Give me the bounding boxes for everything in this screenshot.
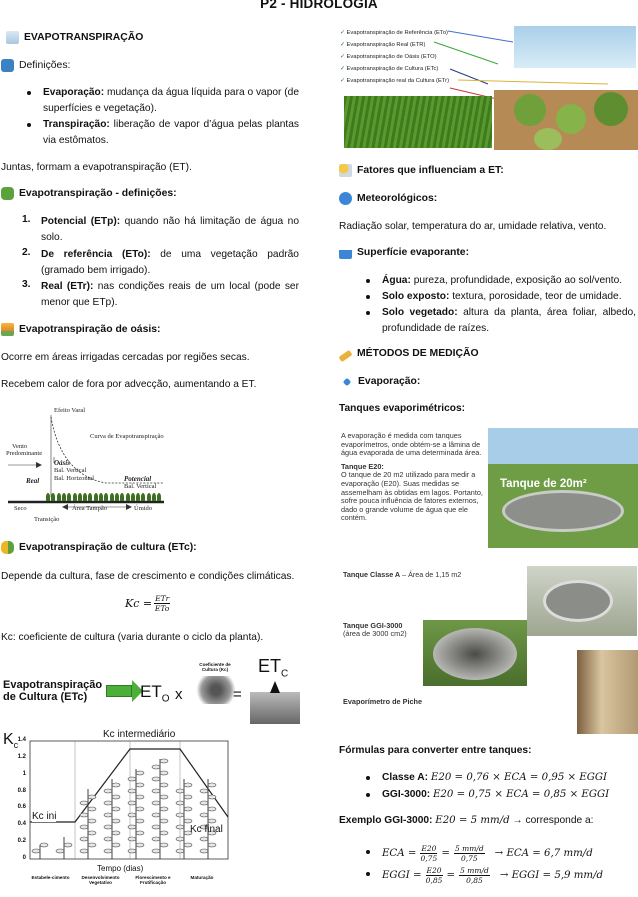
- plant-leaf: [88, 819, 96, 823]
- plant-leaf: [80, 801, 88, 805]
- plant-icon: [51, 493, 55, 501]
- kc-stage-label: Florescimento e Frutificação: [135, 875, 171, 886]
- plant-leaf: [88, 795, 96, 799]
- kc-plot-frame: [30, 741, 228, 859]
- oasis-diagram: [6, 405, 166, 527]
- wave-icon: [339, 246, 352, 259]
- surface-header: Superfície evaporante:: [339, 246, 469, 259]
- label-oasis: Oásis: [54, 459, 70, 467]
- tanks-label: Tanques evaporimétricos:: [339, 403, 466, 414]
- plant-leaf: [112, 843, 120, 847]
- plant-leaf: [128, 813, 136, 817]
- plant-leaf: [152, 789, 160, 793]
- plant-leaf: [104, 801, 112, 805]
- plant-leaf: [136, 819, 144, 823]
- kc-axis-label: $K_c$: [3, 731, 19, 751]
- plant-leaf: [200, 837, 208, 841]
- bullet-dot: [366, 793, 370, 797]
- kc-final-label: Kc final: [190, 824, 223, 835]
- plant-leaf: [200, 849, 208, 853]
- plant-icon: [78, 493, 82, 501]
- evaporation-header: Evaporação:: [341, 376, 420, 387]
- plant-leaf: [184, 807, 192, 811]
- plant-icon: [131, 493, 135, 501]
- ggi-label: Tanque GGI-3000 (área de 3000 cm2): [343, 621, 407, 638]
- pivot-circle: [514, 94, 546, 126]
- oasis-text-1: Ocorre em áreas irrigadas cercadas por regiões secas.: [1, 352, 250, 363]
- plant-icon: [157, 493, 161, 501]
- eto-symbol: $ET_O$: [140, 682, 170, 705]
- oasis-plant-row: [46, 491, 164, 501]
- plant-icon: [83, 493, 87, 501]
- oasis-text-2: Recebem calor de fora por advecção, aumentando a ET.: [1, 379, 257, 390]
- kc-y-tick-label: 0.8: [17, 787, 26, 794]
- plant-leaf: [176, 825, 184, 829]
- plant-icon: [147, 493, 151, 501]
- plant-leaf: [208, 843, 216, 847]
- tank-a-photo: [527, 566, 637, 636]
- plant-leaf: [184, 843, 192, 847]
- methods-header: MÉTODOS DE MEDIÇÃO: [339, 348, 479, 359]
- arrow-right-icon: [106, 685, 132, 697]
- plant-leaf: [112, 819, 120, 823]
- plant-icon: [57, 493, 61, 501]
- plant-leaf: [184, 795, 192, 799]
- plant-icon: [136, 493, 140, 501]
- plant-icon: [88, 493, 92, 501]
- plant-leaf: [80, 837, 88, 841]
- plant-icon: [99, 493, 103, 501]
- plant-leaf: [104, 789, 112, 793]
- plant-leaf: [88, 807, 96, 811]
- kc-stage-label: Desenvolvimento Vegetativo: [81, 875, 120, 886]
- times-symbol: x: [175, 686, 183, 703]
- plant-leaf: [160, 831, 168, 835]
- weather-icon: [339, 164, 352, 177]
- fraction: $\frac{5 mm/d}{0,75}$: [454, 844, 484, 863]
- plant-icon: [104, 493, 108, 501]
- defs-label: Definições:: [1, 59, 70, 72]
- num-1: 1.: [22, 214, 31, 225]
- plant-leaf: [208, 783, 216, 787]
- plant-leaf: [200, 813, 208, 817]
- etc-diagram: [0, 656, 304, 726]
- label-efeito-varal: Efeito Varal: [54, 407, 86, 414]
- plant-leaf: [128, 825, 136, 829]
- legend-item: ✓ Evapotranspiração de Referência (ETo): [340, 30, 448, 36]
- bullet-dot: [366, 776, 370, 780]
- plant-leaf: [112, 807, 120, 811]
- kc-y-ticks: [0, 727, 30, 897]
- diamond-icon: [343, 377, 351, 385]
- pivot-circle: [534, 128, 562, 150]
- fraction: $\frac{5 mm/d}{0,85}$: [460, 866, 489, 885]
- page-title: P2 - HIDROLOGIA: [260, 0, 378, 11]
- num-2: 2.: [22, 247, 31, 258]
- plant-leaf: [176, 849, 184, 853]
- formula-ggi: GGI-3000: E20 = 0,75 × ECA = 0,85 × EGGI: [366, 787, 638, 803]
- label-bal-vertical-2: Bal. Vertical: [124, 483, 157, 490]
- plant-icon: [126, 493, 130, 501]
- cycle-icon: [1, 59, 14, 72]
- etc-diagram-title: Evapotranspiração de Cultura (ETc): [3, 679, 103, 703]
- plant-leaf: [176, 789, 184, 793]
- label-vento: Vento: [12, 443, 28, 450]
- plant-leaf: [160, 807, 168, 811]
- plant-leaf: [128, 789, 136, 793]
- defs-header: Evapotranspiração - definições:: [1, 187, 177, 200]
- label-seco: Seco: [14, 505, 27, 512]
- plant-leaf: [56, 849, 64, 853]
- kc-y-tick-label: 1.2: [17, 753, 26, 760]
- plant-leaf: [104, 849, 112, 853]
- label-predominante: Predominante: [6, 450, 43, 457]
- label-curva: Curva de Evapotranspiração: [90, 433, 164, 440]
- plant-leaf: [128, 837, 136, 841]
- plant-leaf: [136, 807, 144, 811]
- kc-text: Kc: coeficiente de cultura (varia durante o ciclo da planta).: [1, 632, 264, 643]
- evap-header: EVAPOTRANSPIRAÇÃO: [6, 31, 143, 44]
- plant-icon: [67, 493, 71, 501]
- def-real: 3. Real (ETr): nas condições reais de um local (pode ser menor que ETp).: [22, 279, 299, 308]
- label-umido: Úmido: [134, 505, 153, 512]
- bullet-dot: [366, 850, 370, 854]
- plant-leaf: [160, 795, 168, 799]
- kc-y-tick-label: 1: [22, 770, 26, 777]
- etc-result-image: [250, 692, 300, 724]
- kc-stage-label: Maturação: [190, 875, 214, 880]
- bullet-dot: [366, 279, 370, 283]
- plant-leaf: [152, 849, 160, 853]
- kc-y-tick-label: 0.2: [17, 838, 26, 845]
- puzzle-icon: [1, 187, 14, 200]
- factors-header: Fatores que influenciam a ET:: [339, 164, 504, 177]
- piche-label: Evaporímetro de Piche: [343, 697, 423, 706]
- label-area-tampao: Área Tampão: [72, 505, 107, 512]
- plant-leaf: [184, 783, 192, 787]
- tanks-figure: [337, 564, 638, 734]
- pivot-circle: [556, 104, 586, 134]
- plant-leaf: [80, 813, 88, 817]
- kc-y-tick-label: 0.4: [17, 821, 26, 828]
- etc-symbol: $ET_C$: [258, 656, 289, 680]
- ggi-photo: [423, 620, 527, 686]
- label-bal-horizontal: Bal. Horizontal: [54, 475, 95, 482]
- tank-e20-shape: [502, 490, 624, 532]
- arrow-up-icon: [270, 681, 280, 693]
- kc-fraction: $\frac{\text{ETr}}{\text{ETo}}$: [154, 594, 170, 613]
- plant-leaf: [128, 801, 136, 805]
- result-eggi: EGGI = $\frac{E20}{0,85}$ = $\frac{5 mm/d}{0,85}$ → EGGI = 5,9 mm/d: [366, 866, 638, 885]
- plant-leaf: [112, 831, 120, 835]
- check-icon: ✓: [340, 30, 347, 36]
- sky-photo: [514, 26, 636, 68]
- tank-e20-figure: [337, 428, 638, 548]
- plant-leaf: [88, 831, 96, 835]
- kc-formula: Kc = $\frac{\text{ETr}}{\text{ETo}}$: [125, 594, 170, 613]
- plant-leaf: [152, 825, 160, 829]
- plant-leaf: [128, 849, 136, 853]
- bullet-dot: [366, 311, 370, 315]
- plant-leaf: [152, 777, 160, 781]
- plant-leaf: [152, 801, 160, 805]
- plant-icon: [46, 493, 50, 501]
- plant-icon: [152, 493, 156, 501]
- cyclone-icon: [339, 192, 352, 205]
- plant-leaf: [176, 813, 184, 817]
- tank-a-label: Tanque Classe A – Área de 1,15 m2: [343, 570, 462, 579]
- bullet-transpiracao: Transpiração: liberação de vapor d’água pelas plantas via estômatos.: [27, 117, 299, 148]
- fraction: $\frac{E20}{0,75}$: [420, 844, 438, 863]
- plant-leaf: [184, 819, 192, 823]
- formulas-header: Fórmulas para converter entre tanques:: [339, 745, 532, 756]
- plant-leaf: [200, 801, 208, 805]
- check-icon: ✓: [340, 42, 347, 48]
- crop-coefficient-image: [196, 676, 236, 704]
- irrigation-photo: [494, 90, 638, 150]
- crop-header: Evapotranspiração de cultura (ETc):: [1, 541, 197, 554]
- plant-leaf: [80, 849, 88, 853]
- plant-leaf: [136, 831, 144, 835]
- cloud-icon: [6, 31, 19, 44]
- bullet-evaporacao: Evaporação: mudança da água líquida para o vapor (de superfícies e vegetação).: [27, 85, 299, 116]
- plant-leaf: [128, 777, 136, 781]
- plant-icon: [120, 493, 124, 501]
- plant-icon: [62, 493, 66, 501]
- crop-text: Depende da cultura, fase de crescimento e condições climáticas.: [1, 571, 295, 582]
- plant-leaf: [112, 795, 120, 799]
- coef-label: Coeficiente de Cultura (Kc): [199, 662, 231, 672]
- fraction: $\frac{E20}{0,85}$: [425, 866, 443, 885]
- plant-leaf: [176, 801, 184, 805]
- ggi-shape: [433, 628, 517, 680]
- plant-leaf: [32, 849, 40, 853]
- legend-item: ✓ Evapotranspiração de Oásis (ETO): [340, 54, 437, 60]
- kc-y-tick-label: 1.4: [17, 737, 26, 743]
- meteo-text: Radiação solar, temperatura do ar, umidade relativa, vento.: [339, 221, 607, 232]
- label-transicao: Transição: [34, 516, 60, 523]
- plant-icon: [94, 493, 98, 501]
- label-bal-vertical: Bal. Vertical: [54, 467, 87, 474]
- soybean-field-photo: [344, 96, 492, 148]
- plant-leaf: [104, 825, 112, 829]
- plant-leaf: [136, 795, 144, 799]
- corn-icon: [1, 541, 14, 554]
- ruler-icon: [338, 349, 352, 361]
- plant-leaf: [160, 759, 168, 763]
- meteo-header: Meteorológicos:: [339, 192, 437, 205]
- surface-solo-exposto: Solo exposto: textura, porosidade, teor de umidade.: [366, 289, 636, 305]
- tank-e20-photo: [488, 428, 638, 548]
- legend-item: ✓ Evapotranspiração de Cultura (ETc): [340, 66, 439, 72]
- label-potencial: Potencial: [124, 475, 152, 483]
- check-icon: ✓: [340, 54, 347, 60]
- kc-stages: [28, 875, 228, 897]
- plant-leaf: [176, 837, 184, 841]
- kc-y-tick-label: 0: [22, 855, 26, 861]
- plant-leaf: [104, 837, 112, 841]
- bullet-dot: [366, 295, 370, 299]
- plant-leaf: [64, 843, 72, 847]
- kc-stage-label: Estabele-cimento: [31, 875, 70, 880]
- num-3: 3.: [22, 279, 31, 290]
- plant-leaf: [40, 843, 48, 847]
- kc-x-label: Tempo (dias): [97, 864, 144, 873]
- check-icon: ✓: [340, 66, 347, 72]
- plant-leaf: [160, 843, 168, 847]
- def-referencia: 2. De referência (ETo): de uma vegetação padrão (gramado bem irrigado).: [22, 247, 299, 276]
- formula-classe-a: Classe A: E20 = 0,76 × ECA = 0,95 × EGGI: [366, 770, 638, 786]
- surface-agua: Água: pureza, profundidade, exposição ao sol/vento.: [366, 273, 636, 289]
- landscape-icon: [1, 323, 14, 336]
- together-text: Juntas, formam a evapotranspiração (ET).: [1, 162, 192, 173]
- kc-curve-chart: [0, 727, 230, 897]
- plant-leaf: [152, 813, 160, 817]
- plant-leaf: [200, 789, 208, 793]
- legend-item: ✓ Evapotranspiração real da Cultura (ETr): [340, 78, 450, 84]
- plant-leaf: [104, 813, 112, 817]
- tank-e20-caption: Tanque de 20m²: [500, 478, 587, 490]
- check-icon: ✓: [340, 78, 347, 84]
- legend-item: ✓ Evapotranspiração Real (ETR): [340, 42, 426, 48]
- piche-photo: [577, 650, 638, 734]
- def-potencial: 1. Potencial (ETp): quando não há limitação de água no solo.: [22, 214, 299, 243]
- pivot-circle: [594, 92, 628, 126]
- surface-solo-vegetado: Solo vegetado: altura da planta, área foliar, albedo, profundidade de raízes.: [366, 305, 636, 336]
- plant-leaf: [208, 819, 216, 823]
- bullet-dot: [366, 872, 370, 876]
- plant-leaf: [152, 837, 160, 841]
- plant-leaf: [160, 819, 168, 823]
- plant-leaf: [136, 771, 144, 775]
- plant-leaf: [112, 783, 120, 787]
- plant-leaf: [160, 783, 168, 787]
- plant-leaf: [136, 783, 144, 787]
- plant-icon: [73, 493, 77, 501]
- tank-a-shape: [543, 580, 613, 622]
- kc-y-tick-label: 0.6: [17, 804, 26, 811]
- et-types-figure: [338, 24, 638, 151]
- result-eca: ECA = $\frac{E20}{0,75}$ = $\frac{5 mm/d}{0,75}$ → ECA = 6,7 mm/d: [366, 844, 638, 863]
- bullet-dot: [27, 123, 31, 127]
- oasis-header: Evapotranspiração de oásis:: [1, 323, 160, 336]
- plant-leaf: [208, 807, 216, 811]
- plant-leaf: [160, 771, 168, 775]
- plant-leaf: [136, 843, 144, 847]
- plant-icon: [115, 493, 119, 501]
- example-line: Exemplo GGI-3000: E20 = 5 mm/d → corresponde a:: [339, 815, 594, 826]
- plant-icon: [110, 493, 114, 501]
- plant-leaf: [80, 825, 88, 829]
- plant-leaf: [88, 843, 96, 847]
- plant-leaf: [208, 795, 216, 799]
- tank-e20-text: A evaporação é medida com tanques evaporímetros, onde obtém-se a lâmina de água evaporada de uma determinada área. Tanque E20: O tanque de 20 m2 utilizado para medir a evaporação (E20). Suas medidas se assemelham às obtidas em lagos. Portanto, sofre pouca influência de fatores externos, dado o grande volume de água que ele contém.: [341, 431, 483, 523]
- label-real: Real: [26, 477, 40, 485]
- plant-icon: [141, 493, 145, 501]
- equals-symbol: =: [233, 686, 242, 703]
- kc-intermediario-label: Kc intermediário: [103, 729, 176, 740]
- bullet-dot: [27, 91, 31, 95]
- plant-leaf: [152, 765, 160, 769]
- kc-ini-label: Kc ini: [32, 811, 57, 822]
